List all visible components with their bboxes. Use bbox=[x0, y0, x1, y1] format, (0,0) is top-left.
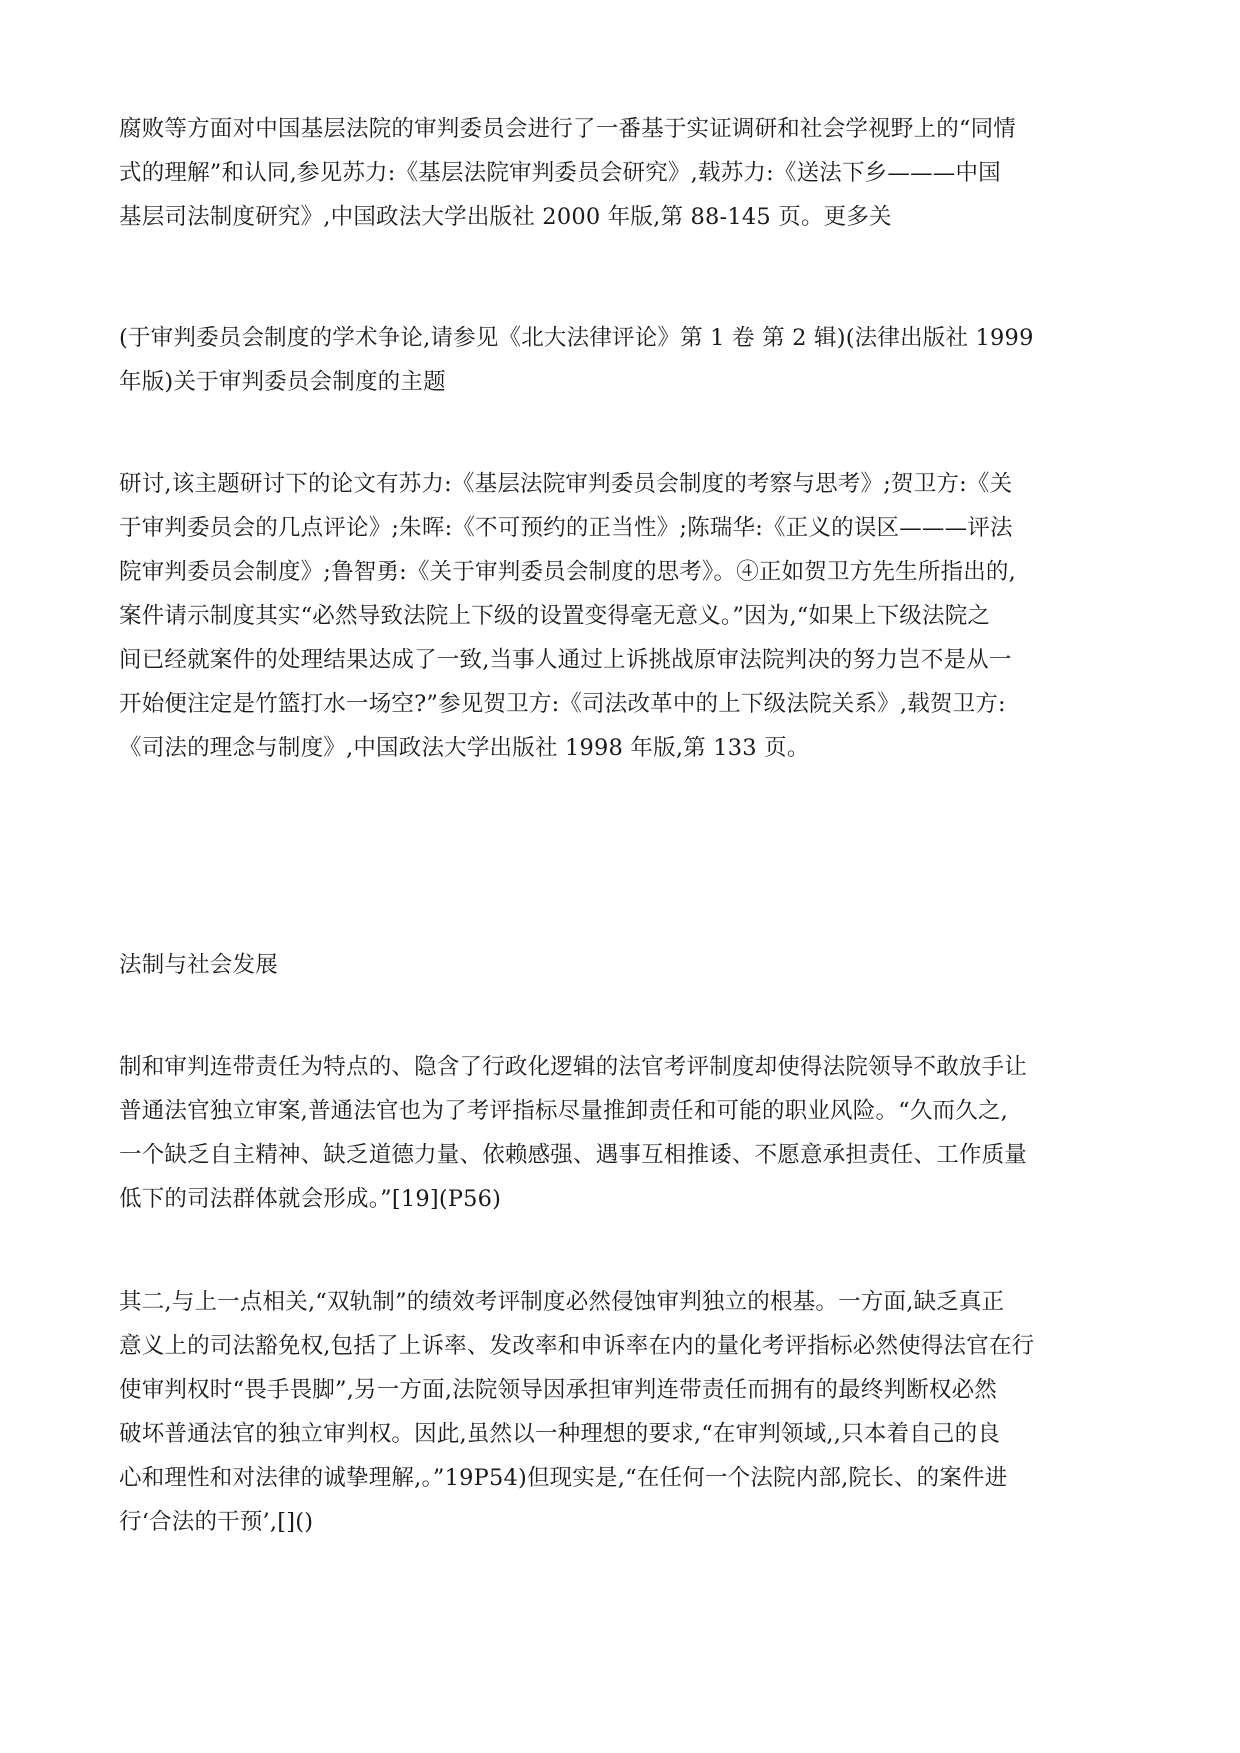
paragraph-4-line: 一个缺乏自主精神、缺乏道德力量、依赖感强、遇事互相推诿、不愿意承担责任、工作质量 bbox=[119, 1142, 1028, 1168]
paragraph-5-line: 行‘合法的干预’,[]() bbox=[119, 1509, 314, 1535]
paragraph-5-line: 使审判权时“畏手畏脚”,另一方面,法院领导因承担审判连带责任而拥有的最终判断权必然 bbox=[119, 1377, 998, 1403]
paragraph-3-line: 开始便注定是竹篮打水一场空?”参见贺卫方:《司法改革中的上下级法院关系》,载贺卫方: bbox=[119, 691, 1006, 717]
paragraph-4-line: 普通法官独立审案,普通法官也为了考评指标尽量推卸责任和可能的职业风险。“久而久之, bbox=[119, 1098, 1009, 1124]
paragraph-4-line: 低下的司法群体就会形成。”[19](P56) bbox=[119, 1186, 502, 1212]
paragraph-5-line: 其二,与上一点相关,“双轨制”的绩效考评制度必然侵蚀审判独立的根基。一方面,缺乏真正 bbox=[119, 1289, 1005, 1315]
paragraph-3-line: 间已经就案件的处理结果达成了一致,当事人通过上诉挑战原审法院判决的努力岂不是从一 bbox=[119, 647, 1012, 673]
paragraph-3-line: 院审判委员会制度》;鲁智勇:《关于审判委员会制度的思考》。④正如贺卫方先生所指出的, bbox=[119, 559, 1016, 585]
paragraph-5-line: 意义上的司法豁免权,包括了上诉率、发改率和申诉率在内的量化考评指标必然使得法官在行 bbox=[119, 1333, 1035, 1359]
paragraph-1-line: 式的理解”和认同,参见苏力:《基层法院审判委员会研究》,载苏力:《送法下乡———中国 bbox=[119, 160, 1001, 186]
section-heading: 法制与社会发展 bbox=[119, 952, 278, 978]
paragraph-3-line: 于审判委员会的几点评论》;朱晖:《不可预约的正当性》;陈瑞华:《正义的误区———评法 bbox=[119, 515, 1013, 541]
paragraph-3-line: 研讨,该主题研讨下的论文有苏力:《基层法院审判委员会制度的考察与思考》;贺卫方:《关 bbox=[119, 471, 1013, 497]
paragraph-5-line: 心和理性和对法律的诚挚理解,。”19P54)但现实是,“在任何一个法院内部,院长、的案件进 bbox=[119, 1465, 1008, 1491]
paragraph-1-line: 腐败等方面对中国基层法院的审判委员会进行了一番基于实证调研和社会学视野上的“同情 bbox=[119, 116, 1017, 142]
paragraph-5-line: 破坏普通法官的独立审判权。因此,虽然以一种理想的要求,“在审判领域,,只本着自己的良 bbox=[119, 1421, 1001, 1447]
paragraph-2-line: (于审判委员会制度的学术争论,请参见《北大法律评论》第 1 卷 第 2 辑)(法律出版社 1999 bbox=[119, 325, 1034, 351]
paragraph-2-line: 年版)关于审判委员会制度的主题 bbox=[119, 369, 446, 395]
paragraph-3-line: 《司法的理念与制度》,中国政法大学出版社 1998 年版,第 133 页。 bbox=[119, 735, 810, 761]
paragraph-1-line: 基层司法制度研究》,中国政法大学出版社 2000 年版,第 88-145 页。更多关 bbox=[119, 204, 892, 230]
paragraph-4-line: 制和审判连带责任为特点的、隐含了行政化逻辑的法官考评制度却使得法院领导不敢放手让 bbox=[119, 1054, 1028, 1080]
paragraph-3-line: 案件请示制度其实“必然导致法院上下级的设置变得毫无意义。”因为,“如果上下级法院之 bbox=[119, 603, 991, 629]
